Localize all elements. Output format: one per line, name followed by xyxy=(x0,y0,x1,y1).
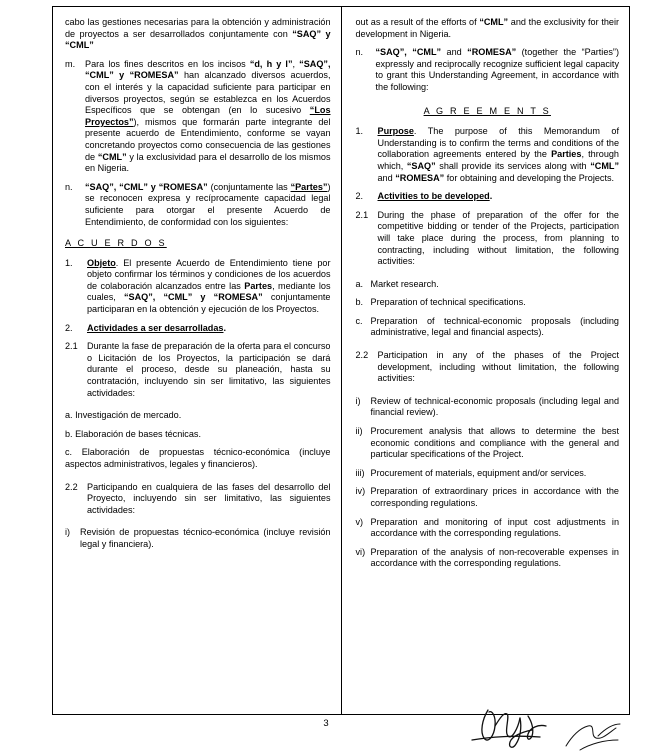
sublist-text: Market research. xyxy=(370,278,439,289)
sublist-marker: c. xyxy=(355,315,363,326)
clause-marker: 1. xyxy=(65,257,73,268)
sublist-item-roman-vi-en xyxy=(356,547,620,570)
text-run: conjuntamente participaran en la obtención y ejecución de los Proyectos. xyxy=(87,292,331,315)
text-run-bold: “CML” xyxy=(479,17,509,27)
signature-area xyxy=(470,706,640,753)
text-run-bold: “SAQ”, “CML” xyxy=(375,47,442,58)
text-run: , xyxy=(292,58,300,69)
text-run: , mediante los cuales, xyxy=(87,280,331,303)
clause-marker: 2.1 xyxy=(65,341,78,352)
sublist-text: a. Investigación de mercado. xyxy=(65,410,182,421)
sublist-item-b xyxy=(65,429,331,441)
clause-marker: 2. xyxy=(65,322,73,333)
text-run-bold: “SAQ”, “CML” y “ROMESA” xyxy=(85,58,331,81)
list-item-n-en xyxy=(356,47,620,93)
sublist-text: Preparation of extraordinary prices in accordance with the corresponding regulations. xyxy=(370,486,619,508)
handwritten-signature-icon xyxy=(470,706,640,753)
clause-marker: 2.2 xyxy=(65,481,78,492)
clause-2-1-en xyxy=(356,210,620,268)
text-run: for obtaining and developing the Projects. xyxy=(444,172,615,183)
sublist-item-roman-iv-en xyxy=(356,486,620,509)
text-run: and xyxy=(441,47,468,58)
list-item-m xyxy=(65,59,331,175)
text-run: . xyxy=(223,322,227,333)
sublist-text: Preparation of technical-economic proposals (including administrative, legal and financial aspects). xyxy=(370,315,619,338)
sublist-item-roman-v-en xyxy=(356,517,620,540)
text-run: out as a result of the efforts of xyxy=(355,17,480,27)
text-run: ), mismos que formarán parte integrante del presente acuerdo de Entendimiento, conforme se vayan concretando proyectos como consecuencia de las gestiones de xyxy=(85,116,331,162)
clause-text: During the phase of preparation of the offer for the competitive bidding or tender of the Projects, participation will take place during the process, from planning to contracting, including without limitation, the following activities: xyxy=(377,209,619,267)
text-run: shall provide its services along with xyxy=(435,160,591,171)
text-run: ) se reconocen expresa y recíprocamente capacidad legal suficiente para otorgar el presente Acuerdo de Entendimiento, de conformidad con los siguientes: xyxy=(85,181,331,227)
text-run: (together the “Parties”) expressly and reciprocally recognize sufficient legal capacity to grant this Understanding Agreement, in accordance with the following: xyxy=(375,47,619,92)
sublist-text: c. Elaboración de propuestas técnico-económica (incluye aspectos administrativos, legales y financieros). xyxy=(65,447,331,469)
sublist-marker: a. xyxy=(355,278,364,289)
sublist-text: b. Elaboración de bases técnicas. xyxy=(65,428,201,439)
sublist-text: Review of technical-economic proposals (including legal and financial review). xyxy=(370,395,619,418)
clause-text: Participando en cualquiera de las fases del desarrollo del Proyecto, incluyendo sin ser limitativo, las siguientes actividades: xyxy=(87,481,331,515)
text-run: and xyxy=(377,172,396,183)
clause-title: Objeto xyxy=(87,257,116,268)
list-marker: m. xyxy=(65,58,76,69)
text-run: cabo las gestiones necesarias para la obtención y administración de proyectos a ser desarrollados conjuntamente con xyxy=(65,17,331,39)
sublist-item-roman-iii-en xyxy=(356,468,620,480)
clause-marker: 2.1 xyxy=(355,209,369,220)
sublist-text: Preparation of the analysis of non-recoverable expenses in accordance with the corresponding regulations. xyxy=(370,546,619,569)
clause-2-actividades xyxy=(65,323,331,335)
clause-text: Durante la fase de preparación de la oferta para el concurso o Licitación de los Proyectos, la participación se dará durante el proceso, desde su planeación, hasta su contratación, incluyendo sin ser limitativo, las siguientes actividades: xyxy=(87,341,331,398)
list-marker: n. xyxy=(65,181,73,192)
text-run-bold: “CML” xyxy=(97,151,127,162)
text-run-bold: “SAQ”, “CML” y “ROMESA” xyxy=(123,292,263,303)
sublist-item-roman-i-en xyxy=(356,396,620,419)
right-column-english xyxy=(342,7,630,714)
sublist-item-c xyxy=(65,447,331,470)
page-number: 3 xyxy=(323,718,329,729)
clause-2-2-en xyxy=(356,350,620,385)
clause-marker: 1. xyxy=(355,126,364,137)
sublist-item-b-en xyxy=(356,297,620,309)
sublist-marker: vi) xyxy=(355,546,366,557)
clause-1-objeto xyxy=(65,258,331,316)
clause-1-purpose xyxy=(356,126,620,184)
clause-2-1 xyxy=(65,341,331,399)
text-run-bold: “SAQ”, “CML” y “ROMESA” xyxy=(85,181,208,192)
sublist-text: Procurement analysis that allows to determine the best economic conditions and compliance with the general and particular specifications of the Project. xyxy=(370,426,619,460)
paragraph-cabo xyxy=(65,17,331,52)
text-run: . The purpose of this Memorandum of Understanding is to confirm the terms and conditions of the collaboration agreements entered by the xyxy=(377,126,619,160)
clause-text: Participation in any of the phases of the Project development, including without limitation, the following activities: xyxy=(377,350,619,384)
sublist-item-a xyxy=(65,410,331,422)
clause-2-2 xyxy=(65,482,331,517)
text-run: . El presente Acuerdo de Entendimiento tiene por objeto confirmar los términos y condiciones de los acuerdos de colaboración alcanzados entre las xyxy=(87,257,331,291)
sublist-marker: iii) xyxy=(355,467,365,478)
text-run: (conjuntamente las xyxy=(207,181,291,192)
list-marker: n. xyxy=(355,47,364,58)
clause-title: Actividades a ser desarrolladas xyxy=(87,322,224,333)
sublist-text: Preparation and monitoring of input cost adjustments in accordance with the corresponding regulations. xyxy=(370,516,619,539)
list-item-n xyxy=(65,182,331,228)
clause-2-activities xyxy=(356,191,620,203)
left-column-spanish xyxy=(53,7,342,714)
text-run-defined-term: “Los Proyectos” xyxy=(85,105,331,127)
text-run-bold: “d, h y l” xyxy=(249,58,293,69)
text-run-defined-term: “Partes” xyxy=(290,181,328,192)
text-run: Para los fines descritos en los incisos xyxy=(85,58,250,69)
document-body-frame xyxy=(52,6,630,715)
text-run: and the exclusivity for their development in Nigeria. xyxy=(355,17,620,39)
sublist-item-roman-ii-en xyxy=(356,426,620,461)
text-run: han alcanzado diversos acuerdos, con el interés y la capacidad suficiente para participar en diversos proyectos, según se establezca en los Acuerdos Específicos que se obtengan (en lo sucesivo xyxy=(85,70,331,116)
sublist-marker: b. xyxy=(355,297,364,308)
sublist-item-c-en xyxy=(356,316,620,339)
paragraph-out xyxy=(356,17,620,40)
heading-acuerdos: A C U E R D O S xyxy=(65,238,167,249)
text-run: . xyxy=(489,191,493,202)
text-run-bold: Partes xyxy=(244,280,273,291)
clause-marker: 2. xyxy=(355,191,364,202)
sublist-marker: iv) xyxy=(355,486,366,497)
text-run: y la exclusividad para el desarrollo de los mismos en Nigeria. xyxy=(85,151,331,174)
clause-title: Purpose xyxy=(377,126,414,137)
text-run-bold: “SAQ” xyxy=(406,160,436,171)
text-run-bold: Parties xyxy=(551,149,582,160)
sublist-marker: ii) xyxy=(355,426,363,437)
sublist-item-a-en xyxy=(356,279,620,291)
clause-title: Activities to be developed xyxy=(377,191,490,202)
text-run-bold: “CML” xyxy=(590,160,619,171)
sublist-text: Revisión de propuestas técnico-económica (incluye revisión legal y financiera). xyxy=(80,527,331,549)
text-run-bold: “SAQ” y “CML” xyxy=(65,28,331,51)
text-run-bold: “ROMESA” xyxy=(467,47,517,58)
text-run-bold: “ROMESA” xyxy=(395,172,445,183)
sublist-text: Preparation of technical specifications. xyxy=(370,297,526,308)
sublist-marker: v) xyxy=(355,516,364,527)
sublist-marker: i) xyxy=(355,395,361,406)
heading-agreements: A G R E E M E N T S xyxy=(423,105,551,116)
sublist-item-roman-i xyxy=(65,527,331,550)
clause-marker: 2.2 xyxy=(355,350,369,361)
sublist-text: Procurement of materials, equipment and/or services. xyxy=(370,467,587,478)
sublist-marker: i) xyxy=(65,527,71,538)
text-run: , through which, xyxy=(377,149,619,171)
